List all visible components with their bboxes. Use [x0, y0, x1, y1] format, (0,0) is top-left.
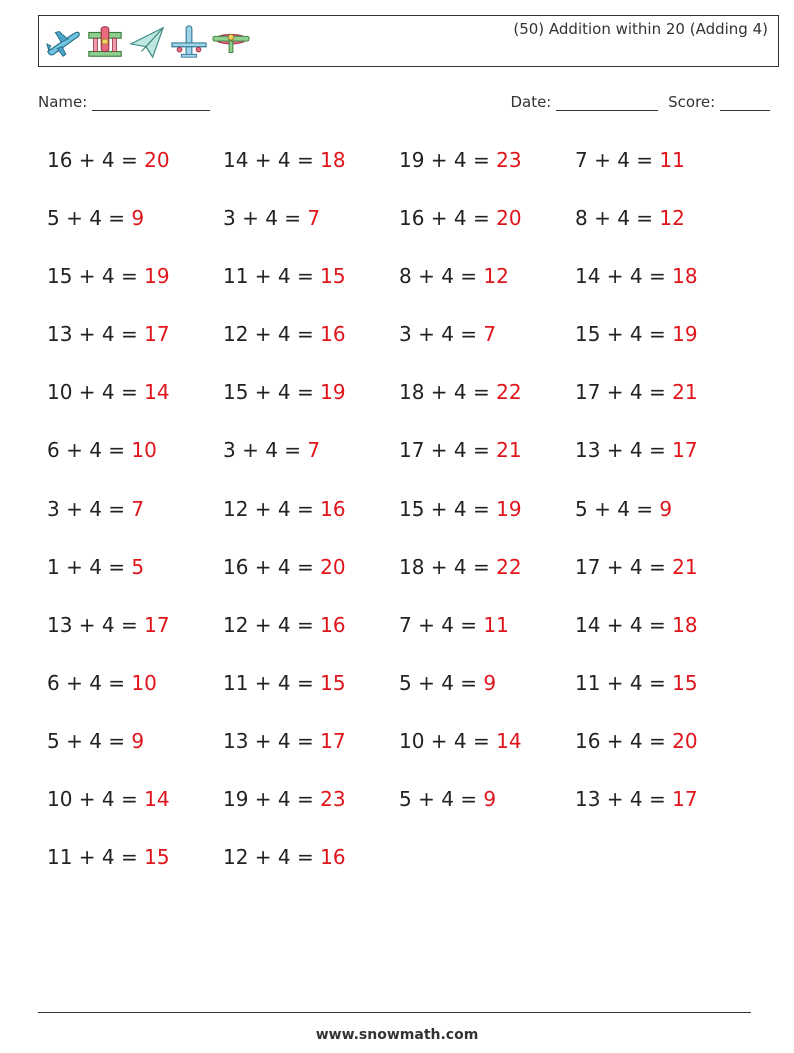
problem-item: [214, 254, 390, 312]
problem-answer: 15: [320, 670, 346, 695]
problem-question: 14 + 4 =: [223, 148, 314, 172]
problem-answer: 17: [672, 787, 698, 812]
problem-item: [566, 661, 742, 719]
problem-answer: 17: [144, 322, 170, 347]
problem-answer: 7: [307, 438, 321, 463]
problem-item: [214, 777, 390, 835]
problem-answer: 21: [496, 438, 522, 463]
problem-answer: 9: [131, 206, 145, 231]
problem-answer: 9: [659, 496, 673, 521]
problem-question: 3 + 4 =: [47, 496, 126, 521]
problem-question: 11 + 4 =: [223, 264, 314, 289]
worksheet-header: [38, 15, 779, 67]
problem-item: [214, 545, 390, 603]
problem-answer: 22: [496, 380, 522, 405]
problem-answer: 15: [672, 670, 698, 695]
problem-item: [214, 312, 390, 370]
paper-plane-icon: [128, 23, 166, 61]
problem-answer: 19: [144, 264, 170, 289]
problem-item: [214, 603, 390, 661]
problem-answer: 18: [320, 148, 346, 172]
problem-answer: 22: [496, 554, 522, 579]
problem-answer: 19: [672, 322, 698, 347]
problem-answer: 20: [144, 148, 170, 172]
problem-item: [390, 603, 566, 661]
jet-plane-icon: [44, 23, 82, 61]
name-label: Name:: [38, 93, 88, 111]
airliner-icon: [170, 23, 208, 61]
problem-question: 15 + 4 =: [223, 380, 314, 405]
problem-item: [214, 138, 390, 196]
problem-question: 16 + 4 =: [575, 728, 666, 753]
problem-answer: 16: [320, 322, 346, 347]
problem-answer: 20: [496, 206, 522, 231]
problem-item: [38, 370, 214, 428]
problem-answer: 17: [144, 612, 170, 637]
problem-question: 19 + 4 =: [399, 148, 490, 172]
problem-item: [390, 312, 566, 370]
problem-answer: 17: [320, 728, 346, 753]
problem-question: 6 + 4 =: [47, 670, 126, 695]
score-blank: [720, 94, 770, 111]
problem-answer: 7: [483, 322, 497, 347]
date-score-fields: [510, 93, 770, 111]
date-blank: [556, 94, 658, 111]
problem-item: [390, 196, 566, 254]
problem-item: [214, 428, 390, 486]
problem-question: 15 + 4 =: [575, 322, 666, 347]
problem-question: 12 + 4 =: [223, 612, 314, 637]
problem-answer: 21: [672, 380, 698, 405]
problem-item: [390, 428, 566, 486]
problem-item: [390, 487, 566, 545]
problem-answer: 19: [496, 496, 522, 521]
problem-question: 11 + 4 =: [47, 845, 138, 870]
problem-question: 16 + 4 =: [399, 206, 490, 231]
problem-question: 1 + 4 =: [47, 554, 126, 579]
problem-answer: 11: [659, 148, 685, 172]
problem-answer: 19: [320, 380, 346, 405]
score-label: Score:: [668, 93, 716, 111]
problem-question: 8 + 4 =: [575, 206, 654, 231]
problem-question: 18 + 4 =: [399, 380, 490, 405]
problem-answer: 18: [672, 264, 698, 289]
problem-question: 5 + 4 =: [575, 496, 654, 521]
problem-item: [566, 719, 742, 777]
problem-item: [390, 138, 566, 196]
problem-answer: 15: [144, 845, 170, 870]
problem-question: 6 + 4 =: [47, 438, 126, 463]
problem-answer: 16: [320, 496, 346, 521]
problem-grid: [38, 138, 758, 893]
header-icons: [44, 22, 250, 62]
problem-item: [390, 254, 566, 312]
biplane-icon: [86, 23, 124, 61]
problem-question: 12 + 4 =: [223, 845, 314, 870]
problem-item: [38, 428, 214, 486]
problem-item: [390, 545, 566, 603]
problem-answer: 20: [320, 554, 346, 579]
problem-item: [566, 138, 742, 196]
problem-item: [214, 370, 390, 428]
footer-divider: [38, 1012, 751, 1013]
problem-item: [390, 661, 566, 719]
problem-question: 14 + 4 =: [575, 264, 666, 289]
problem-item: [214, 661, 390, 719]
problem-question: 5 + 4 =: [47, 728, 126, 753]
problem-answer: 23: [496, 148, 522, 172]
problem-item: [214, 487, 390, 545]
problem-question: 11 + 4 =: [223, 670, 314, 695]
problem-answer: 16: [320, 612, 346, 637]
problem-answer: 11: [483, 612, 509, 637]
problem-answer: 5: [131, 554, 145, 579]
problem-question: 13 + 4 =: [47, 612, 138, 637]
problem-item: [38, 603, 214, 661]
problem-question: 10 + 4 =: [47, 380, 138, 405]
problem-answer: 9: [483, 787, 497, 812]
name-blank: [92, 94, 210, 111]
date-label: Date:: [510, 93, 552, 111]
problem-answer: 18: [672, 612, 698, 637]
problem-item: [566, 603, 742, 661]
problem-item: [390, 370, 566, 428]
problem-question: 16 + 4 =: [47, 148, 138, 172]
problem-answer: 9: [483, 670, 497, 695]
problem-item: [566, 370, 742, 428]
problem-answer: 12: [659, 206, 685, 231]
problem-item: [38, 661, 214, 719]
problem-question: 15 + 4 =: [399, 496, 490, 521]
problem-question: 5 + 4 =: [399, 670, 478, 695]
problem-item: [38, 312, 214, 370]
problem-item: [214, 719, 390, 777]
problem-item: [38, 719, 214, 777]
problem-question: 13 + 4 =: [575, 787, 666, 812]
problem-question: 12 + 4 =: [223, 496, 314, 521]
problem-question: 7 + 4 =: [575, 148, 654, 172]
problem-question: 7 + 4 =: [399, 612, 478, 637]
worksheet-title: (50) Addition within 20 (Adding 4): [513, 20, 768, 38]
problem-question: 3 + 4 =: [399, 322, 478, 347]
problem-question: 10 + 4 =: [399, 728, 490, 753]
problem-question: 19 + 4 =: [223, 787, 314, 812]
problem-answer: 16: [320, 845, 346, 870]
name-field: [38, 93, 210, 111]
problem-item: [38, 138, 214, 196]
problem-question: 17 + 4 =: [575, 380, 666, 405]
problem-item: [566, 312, 742, 370]
problem-question: 3 + 4 =: [223, 438, 302, 463]
problem-question: 3 + 4 =: [223, 206, 302, 231]
problem-question: 8 + 4 =: [399, 264, 478, 289]
problem-answer: 17: [672, 438, 698, 463]
problem-answer: 7: [307, 206, 321, 231]
problem-answer: 21: [672, 554, 698, 579]
problem-item: [566, 254, 742, 312]
propeller-plane-icon: [212, 23, 250, 61]
problem-item: [38, 777, 214, 835]
problem-question: 5 + 4 =: [47, 206, 126, 231]
score-field: [668, 93, 770, 111]
problem-answer: 20: [672, 728, 698, 753]
problem-item: [566, 428, 742, 486]
problem-question: 13 + 4 =: [575, 438, 666, 463]
date-field: [510, 93, 658, 111]
problem-item: [566, 545, 742, 603]
problem-question: 17 + 4 =: [399, 438, 490, 463]
problem-answer: 15: [320, 264, 346, 289]
problem-question: 15 + 4 =: [47, 264, 138, 289]
problem-item: [566, 196, 742, 254]
problem-item: [214, 835, 390, 893]
problem-question: 13 + 4 =: [47, 322, 138, 347]
problem-item: [38, 835, 214, 893]
problem-item: [38, 196, 214, 254]
problem-question: 11 + 4 =: [575, 670, 666, 695]
problem-item: [38, 545, 214, 603]
problem-item: [390, 719, 566, 777]
problem-question: 16 + 4 =: [223, 554, 314, 579]
problem-item: [566, 777, 742, 835]
problem-item: [390, 777, 566, 835]
problem-answer: 10: [131, 438, 157, 463]
problem-question: 10 + 4 =: [47, 787, 138, 812]
problem-answer: 14: [144, 380, 170, 405]
problem-item: [566, 487, 742, 545]
problem-answer: 23: [320, 787, 346, 812]
problem-question: 13 + 4 =: [223, 728, 314, 753]
problem-answer: 9: [131, 728, 145, 753]
problem-answer: 10: [131, 670, 157, 695]
problem-question: 18 + 4 =: [399, 554, 490, 579]
footer-url: www.snowmath.com: [315, 1027, 479, 1043]
problem-item: [38, 254, 214, 312]
problem-question: 5 + 4 =: [399, 787, 478, 812]
problem-item: [214, 196, 390, 254]
problem-answer: 12: [483, 264, 509, 289]
problem-item: [38, 487, 214, 545]
problem-answer: 14: [144, 787, 170, 812]
problem-answer: 7: [131, 496, 145, 521]
problem-question: 12 + 4 =: [223, 322, 314, 347]
problem-answer: 14: [496, 728, 522, 753]
problem-question: 17 + 4 =: [575, 554, 666, 579]
problem-question: 14 + 4 =: [575, 612, 666, 637]
